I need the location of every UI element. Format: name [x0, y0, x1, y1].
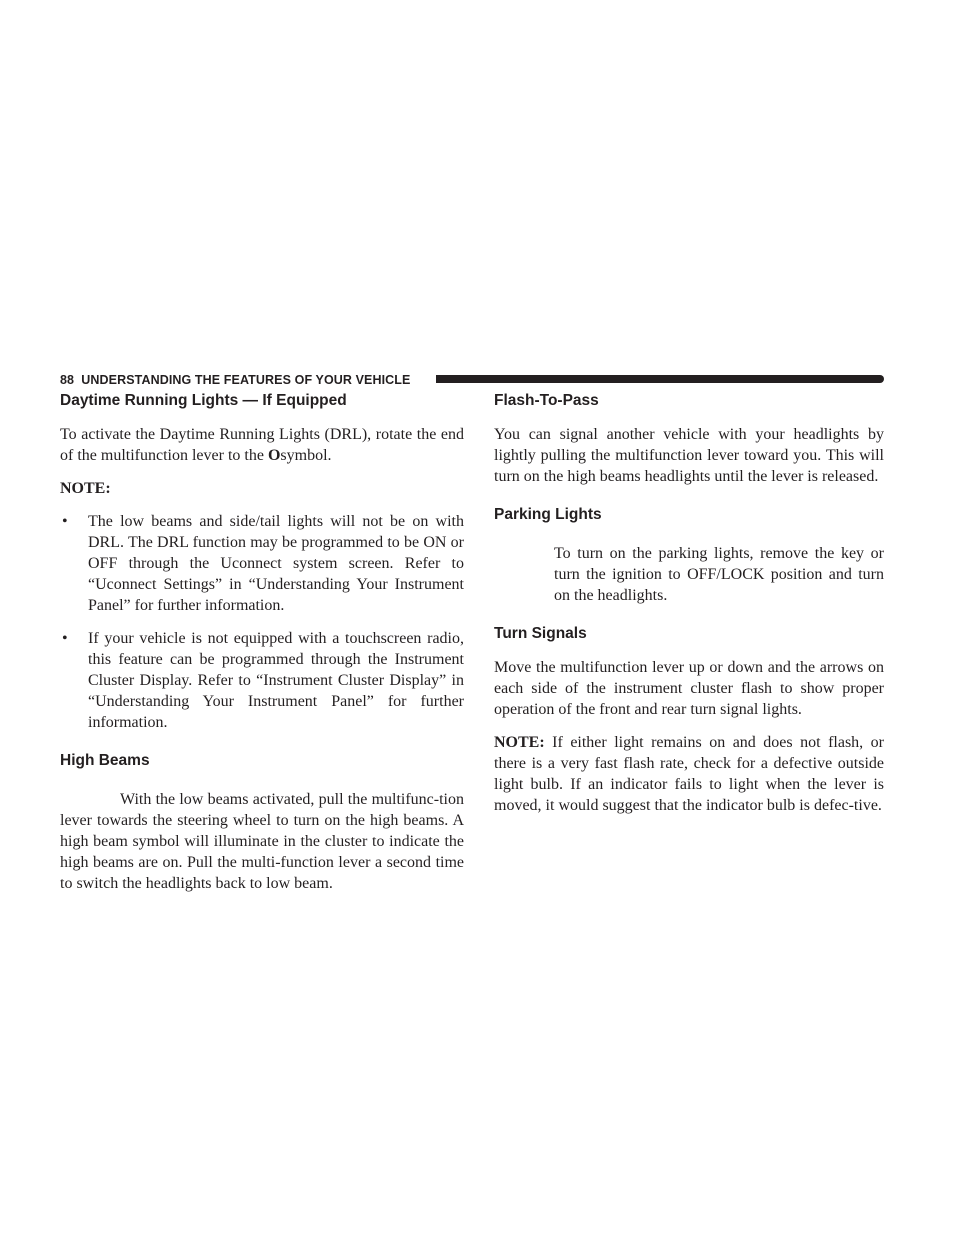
drl-note-label: NOTE:	[60, 480, 111, 497]
running-title: UNDERSTANDING THE FEATURES OF YOUR VEHICLE	[81, 373, 411, 387]
high-beams-text: With the low beams activated, pull the multifunc-tion lever towards the steering wheel to turn on the high beams. A high beam symbol will illuminate in the cluster to indicate the high beams are on. Pull the multi-function lever a second time to switch the headlights back to low beam.	[60, 791, 464, 892]
parking-lights-text: To turn on the parking lights, remove the key or turn the ignition to OFF/LOCK position and turn on the headlights.	[554, 545, 884, 604]
drl-bullet-1: • The low beams and side/tail lights will not be on with DRL. The DRL function may be programmed to be ON or OFF through the Uconnect system screen. Refer to “Uconnect Settings” in “Understanding Your Instrument Panel” for further information.	[62, 513, 464, 614]
flash-to-pass-heading: Flash-To-Pass	[494, 392, 599, 409]
right-column	[494, 390, 884, 816]
turn-signals-note: NOTE: If either light remains on and does not flash, or there is a very fast flash rate, check for a defective outside light bulb. If an indicator fails to light when the lever is moved, it would suggest that the indicator bulb is defec-tive.	[494, 734, 884, 814]
parking-lights-heading: Parking Lights	[494, 506, 602, 523]
drl-bullet-2: • If your vehicle is not equipped with a touchscreen radio, this feature can be programmed through the Instrument Cluster Display. Refer to “Instrument Cluster Display” in “Understanding Your Instrument Panel” for further information.	[62, 630, 464, 731]
page-number: 88	[60, 373, 75, 387]
turn-signals-heading: Turn Signals	[494, 625, 587, 642]
header-text	[60, 372, 410, 388]
bullet-glyph: •	[62, 630, 68, 647]
drl-symbol: O	[267, 447, 281, 464]
flash-to-pass-text: You can signal another vehicle with your headlights by lightly pulling the multifunction lever toward you. This will turn on the high beams headlights until the lever is released.	[494, 426, 884, 485]
left-column	[60, 390, 464, 894]
turn-signals-text: Move the multifunction lever up or down and the arrows on each side of the instrument cluster flash to show proper operation of the front and rear turn signal lights.	[494, 659, 884, 718]
running-header	[60, 372, 884, 388]
turn-signals-note-label: NOTE:	[494, 734, 545, 751]
high-beams-heading: High Beams	[60, 752, 150, 769]
header-rule	[436, 375, 884, 383]
drl-heading: Daytime Running Lights — If Equipped	[60, 392, 347, 409]
bullet-glyph: •	[62, 513, 68, 530]
drl-intro: To activate the Daytime Running Lights (DRL), rotate the end of the multifunction lever to the Osymbol.	[60, 426, 464, 464]
